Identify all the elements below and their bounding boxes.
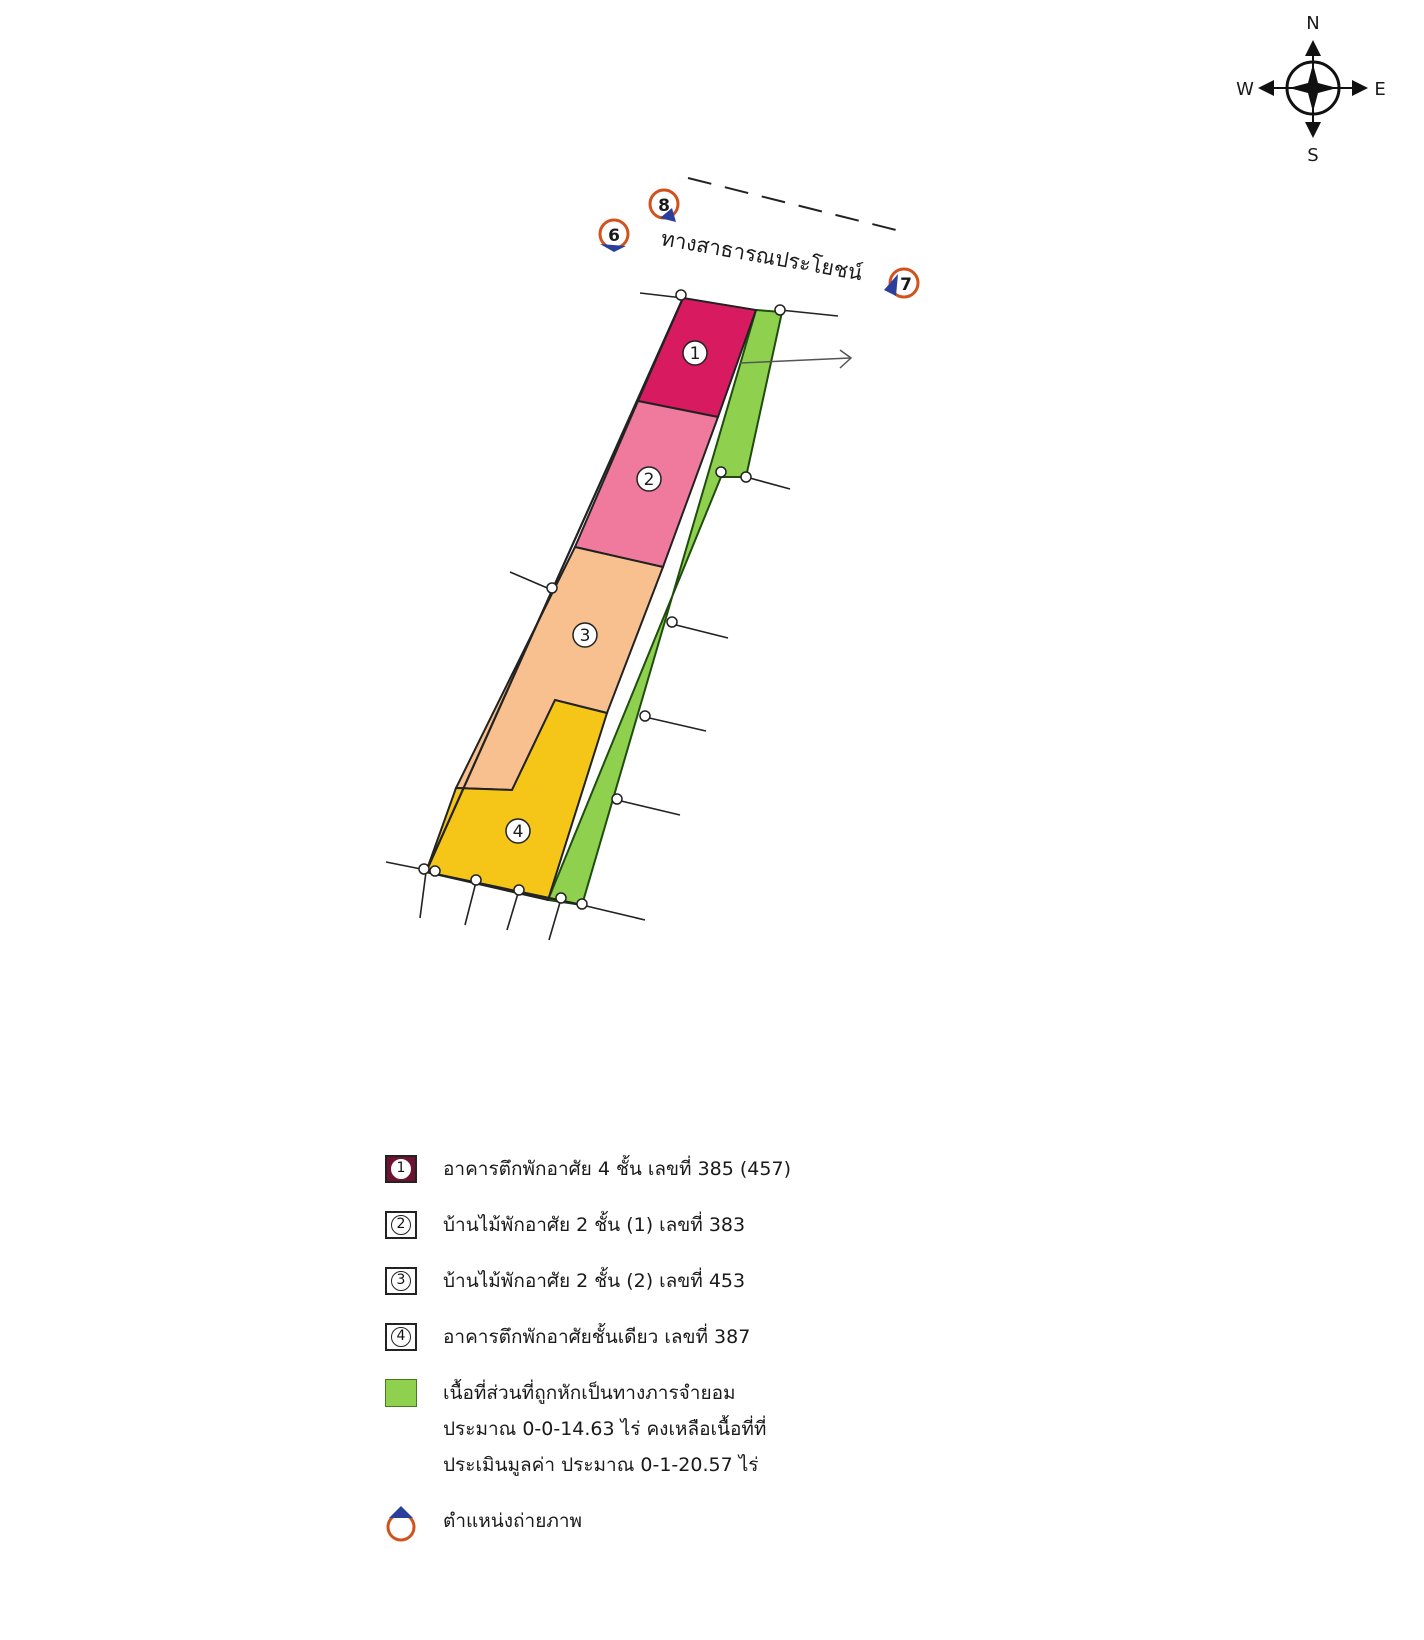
legend-number-2: 2 [391, 1215, 411, 1235]
road-edge-line [688, 178, 908, 233]
legend-number-3: 3 [391, 1271, 411, 1291]
legend-swatch-2 [385, 1211, 417, 1239]
legend-text-easement [443, 1375, 766, 1483]
road-label: ทางสาธารณประโยชน์ [659, 226, 865, 286]
legend-swatch-1 [385, 1155, 417, 1183]
legend-item-2 [385, 1211, 945, 1243]
photo-point-6 [600, 220, 628, 252]
legend-easement-line-1: เนื้อที่ส่วนที่ถูกหักเป็นทางภารจำยอม [443, 1382, 736, 1404]
legend-text-2: บ้านไม้พักอาศัย 2 ชั้น (1) เลขที่ 383 [443, 1214, 746, 1236]
legend-text-3: บ้านไม้พักอาศัย 2 ชั้น (2) เลขที่ 453 [443, 1270, 746, 1292]
compass-north-label: N [1306, 13, 1320, 34]
photo-point-6-label: 6 [608, 226, 620, 246]
legend-swatch-4 [385, 1323, 417, 1351]
parcel-3-marker [573, 623, 597, 647]
camera-position-icon [385, 1507, 417, 1535]
legend-item-easement [385, 1379, 945, 1483]
legend-swatch-easement [385, 1379, 417, 1407]
parcel-3-number: 3 [579, 626, 591, 646]
photo-point-7 [884, 269, 918, 297]
parcel-1-marker [683, 341, 707, 365]
parcel-2-marker [637, 467, 661, 491]
legend-text-1: อาคารตึกพักอาศัย 4 ชั้น เลขที่ 385 (457) [443, 1158, 791, 1180]
legend-item-3 [385, 1267, 945, 1299]
parcel-2-number: 2 [643, 470, 655, 490]
photo-point-8-label: 8 [658, 196, 670, 216]
compass-west-label: W [1236, 79, 1254, 100]
legend-number-4: 4 [391, 1327, 411, 1347]
legend-item-4 [385, 1323, 945, 1355]
parcel-4-marker [506, 819, 530, 843]
photo-point-8 [650, 190, 678, 222]
compass-east-label: E [1374, 79, 1386, 100]
legend-easement-line-2: ประมาณ 0-0-14.63 ไร่ คงเหลือเนื้อที่ที่ [443, 1418, 767, 1440]
compass-rose-icon [1236, 13, 1386, 166]
legend-text-4: อาคารตึกพักอาศัยชั้นเดียว เลขที่ 387 [443, 1326, 751, 1348]
legend-number-1: 1 [391, 1159, 411, 1179]
parcel-1-number: 1 [689, 344, 701, 364]
legend-item-photo [385, 1507, 945, 1539]
legend [385, 1155, 945, 1563]
photo-point-7-label: 7 [900, 275, 912, 295]
legend-text-photo: ตำแหน่งถ่ายภาพ [443, 1510, 583, 1532]
legend-swatch-3 [385, 1267, 417, 1295]
compass-south-label: S [1307, 145, 1319, 166]
parcel-4-number: 4 [512, 822, 524, 842]
legend-item-1 [385, 1155, 945, 1187]
legend-easement-line-3: ประเมินมูลค่า ประมาณ 0-1-20.57 ไร่ [443, 1454, 759, 1476]
